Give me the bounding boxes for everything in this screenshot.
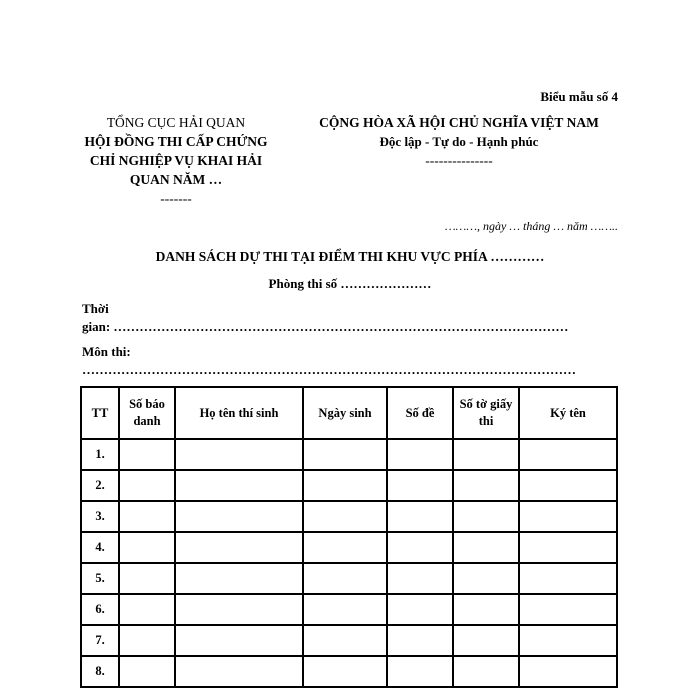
national-motto: Độc lập - Tự do - Hạnh phúc [379,134,539,149]
table-cell[interactable] [387,501,453,532]
table-cell[interactable] [453,532,519,563]
table-cell[interactable] [387,625,453,656]
table-cell[interactable] [303,439,387,470]
table-cell[interactable] [175,532,303,563]
table-cell[interactable] [303,470,387,501]
table-cell[interactable] [119,563,175,594]
table-row [81,563,617,594]
row-number: 3. [81,501,119,532]
table-cell[interactable] [175,439,303,470]
table-cell[interactable] [453,656,519,687]
table-cell[interactable] [453,563,519,594]
left-header [70,113,282,208]
table-cell[interactable] [453,439,519,470]
table-cell[interactable] [519,532,617,563]
date-line: ………, ngày … tháng … năm …….. [444,219,618,233]
table-header-row [81,387,617,439]
row-number: 1. [81,439,119,470]
table-cell[interactable] [119,532,175,563]
table-cell[interactable] [119,594,175,625]
table-cell[interactable] [119,470,175,501]
table-cell[interactable] [453,501,519,532]
row-number: 6. [81,594,119,625]
right-separator: --------------- [425,153,493,168]
exam-subject-line: …………………………………………………………………………………………………… [82,362,576,377]
exam-time-line: gian: …………………………………………………………………………………………… [82,319,569,334]
table-cell[interactable] [519,625,617,656]
table-row [81,532,617,563]
council-name-line3: QUAN NĂM … [129,172,223,187]
table-row [81,439,617,470]
table-cell[interactable] [175,625,303,656]
table-cell[interactable] [303,625,387,656]
table-cell[interactable] [453,625,519,656]
council-name-line1: HỘI ĐỒNG THI CẤP CHỨNG [84,134,268,149]
table-cell[interactable] [387,439,453,470]
row-number: 2. [81,470,119,501]
header-sheet-count: Số tờ giấy thi [453,387,519,439]
table-cell[interactable] [303,594,387,625]
candidate-table [80,386,618,688]
table-cell[interactable] [519,470,617,501]
header-exam-code: Số đề [387,387,453,439]
table-row [81,625,617,656]
row-number: 5. [81,563,119,594]
header-full-name: Họ tên thí sinh [175,387,303,439]
table-cell[interactable] [119,625,175,656]
exam-subject-label: Môn thi: [82,344,131,359]
table-cell[interactable] [119,656,175,687]
table-cell[interactable] [175,594,303,625]
table-cell[interactable] [119,439,175,470]
table-cell[interactable] [387,656,453,687]
left-separator: ------- [160,191,192,206]
table-cell[interactable] [519,439,617,470]
right-header [290,113,628,170]
exam-subject-field [82,343,622,379]
row-number: 8. [81,656,119,687]
header-candidate-number: Số báo danh [119,387,175,439]
exam-time-field [82,300,622,336]
table-cell[interactable] [175,563,303,594]
table-cell[interactable] [387,470,453,501]
table-cell[interactable] [519,563,617,594]
table-cell[interactable] [453,594,519,625]
country-name: CỘNG HÒA XÃ HỘI CHỦ NGHĨA VIỆT NAM [319,115,599,130]
table-row [81,501,617,532]
table-row [81,594,617,625]
form-number: Biểu mẫu số 4 [540,89,618,104]
table-cell[interactable] [387,532,453,563]
table-cell[interactable] [519,501,617,532]
table-cell[interactable] [119,501,175,532]
row-number: 4. [81,532,119,563]
header-signature: Ký tên [519,387,617,439]
table-cell[interactable] [519,594,617,625]
table-cell[interactable] [175,470,303,501]
table-row [81,656,617,687]
table-cell[interactable] [453,470,519,501]
table-cell[interactable] [387,563,453,594]
header-tt: TT [81,387,119,439]
table-row [81,470,617,501]
table-cell[interactable] [519,656,617,687]
table-cell[interactable] [303,501,387,532]
table-cell[interactable] [303,532,387,563]
table-cell[interactable] [303,656,387,687]
table-cell[interactable] [387,594,453,625]
header-birth-date: Ngày sinh [303,387,387,439]
exam-time-label: Thời [82,301,109,316]
row-number: 7. [81,625,119,656]
table-cell[interactable] [175,656,303,687]
council-name-line2: CHỈ NGHIỆP VỤ KHAI HẢI [89,153,263,168]
room-number: Phòng thi số ………………… [268,276,432,291]
document-title: DANH SÁCH DỰ THI TẠI ĐIỂM THI KHU VỰC PHÍA ………… [155,249,545,264]
agency-name: TỔNG CỤC HẢI QUAN [106,115,246,130]
table-cell[interactable] [303,563,387,594]
table-cell[interactable] [175,501,303,532]
